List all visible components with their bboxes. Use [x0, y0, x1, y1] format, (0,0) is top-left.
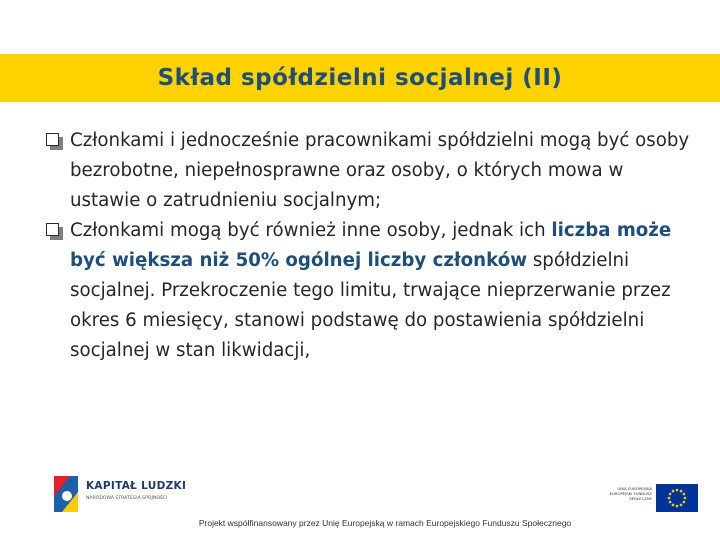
checkbox-bullet-icon [46, 223, 59, 236]
bullet-text: Członkami i jednocześnie pracownikami spółdzielni mogą być osoby bezrobotne, niepełnosprawne oraz osoby, o których mowa w ustawie o zatrudnieniu socjalnym; [70, 130, 690, 211]
kapital-ludzki-logo-icon [52, 474, 82, 514]
eu-flag-icon [656, 484, 698, 512]
bullet-highlight: liczba może być większa niż 50% ogólnej liczby członków [70, 220, 672, 271]
slide-content [44, 126, 694, 366]
kapital-ludzki-subtitle: NARODOWA STRATEGIA SPÓJNOŚCI [86, 496, 168, 501]
kapital-ludzki-title: KAPITAŁ LUDZKI [86, 480, 187, 492]
bullet-item-2 [44, 216, 694, 366]
bullet-text-before: Członkami mogą być również inne osoby, jednak ich [70, 220, 552, 241]
slide-title: Skład spółdzielni socjalnej (II) [157, 65, 563, 91]
bullet-text-after: spółdzielni socjalnej. Przekroczenie tego limitu, trwające nieprzerwanie przez okres 6 miesięcy, stanowi podstawę do postawienia spółdzielni socjalnej w stan likwidacji, [70, 250, 671, 361]
eu-logo [600, 484, 700, 514]
title-bar [0, 54, 720, 102]
checkbox-bullet-icon [46, 133, 59, 146]
footer-note: Projekt współfinansowany przez Unię Europejską w ramach Europejskiego Funduszu Społecznego [198, 518, 572, 528]
bullet-item-1 [44, 126, 694, 216]
eu-logo-text: UNIA EUROPEJSKA EUROPEJSKI FUNDUSZ SPOŁECZNY [609, 486, 652, 501]
kapital-ludzki-logo [52, 474, 202, 514]
